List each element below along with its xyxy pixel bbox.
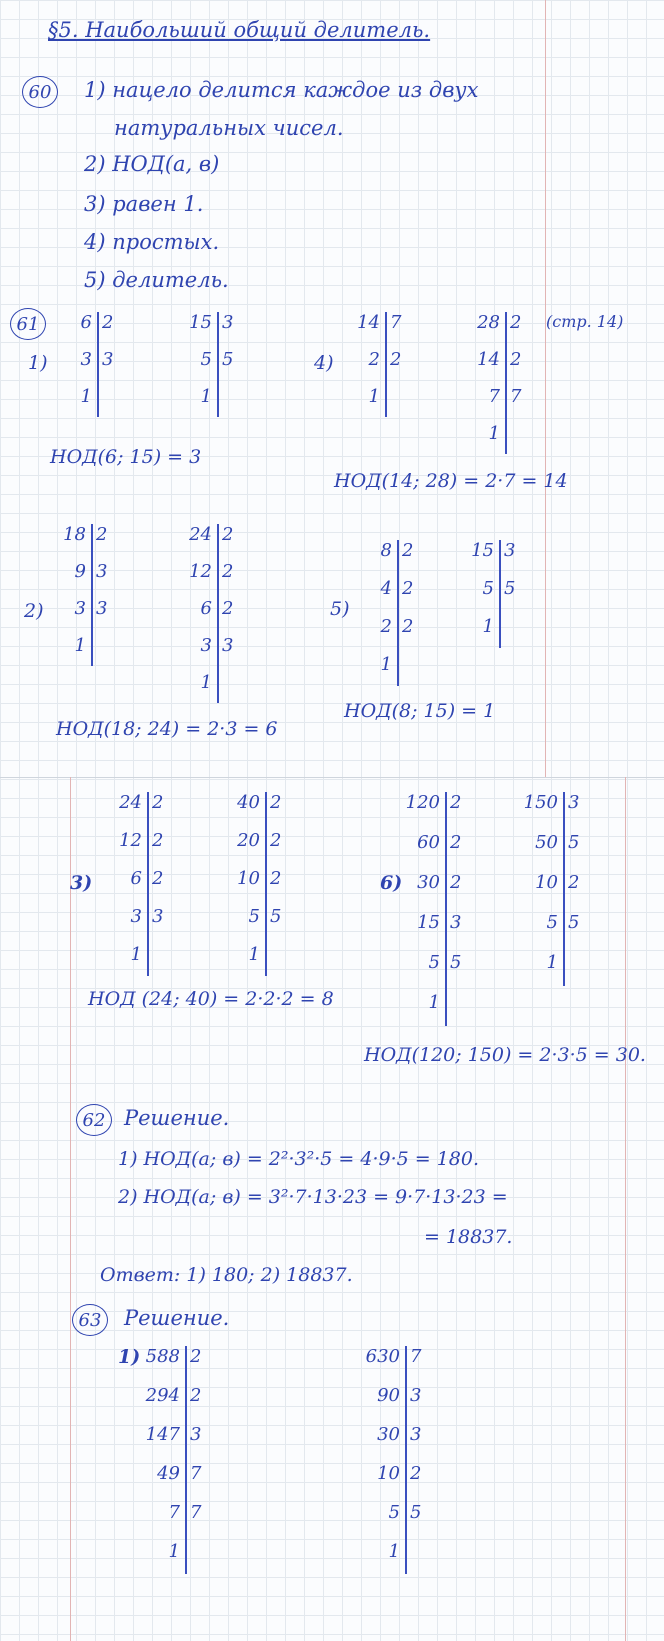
t588-dividend: 49 [157,1463,180,1484]
ex62-line-1: 1) НОД(a; в) = 2²·3²·5 = 4·9·5 = 180. [118,1148,480,1170]
t15b-divisor: 3 [504,540,516,561]
ex62-answer: Ответ: 1) 180; 2) 18837. [100,1264,353,1286]
t24b-divisor: 2 [152,868,164,889]
t24b-divisor: 2 [152,830,164,851]
t630-divisor: 3 [410,1424,422,1445]
ex61-page-ref: (стр. 14) [546,312,624,331]
t40-divisor: 2 [270,868,282,889]
ex61-label-2: 2) [24,600,44,622]
t150-dividend: 1 [546,952,558,973]
t120-dividend: 120 [405,792,440,813]
t40-dividend: 5 [248,906,260,927]
t120-dividend: 5 [428,952,440,973]
t24b-dividend: 3 [130,906,142,927]
t8-dividend: 2 [380,616,392,637]
t15b-dividend: 5 [482,578,494,599]
t24a-divider-line [217,524,219,703]
t15b-dividend: 15 [471,540,494,561]
t40-dividend: 40 [237,792,260,813]
t120-dividend: 1 [428,992,440,1013]
exercise-63-number: 63 [72,1304,108,1336]
exercise-60-number: 60 [22,76,58,108]
t24b-divisor: 2 [152,792,164,813]
t588-dividend: 294 [145,1385,180,1406]
ex61-label-5: 5) [330,598,350,620]
t588-divisor: 3 [190,1424,202,1445]
t15a-divisor: 5 [222,349,234,370]
t630-dividend: 1 [388,1541,400,1562]
t120-divisor: 2 [450,872,462,893]
t15a-dividend: 1 [200,386,212,407]
t630-divisor: 3 [410,1385,422,1406]
t120-divider-line [445,792,447,1026]
t14-divider-line [385,312,387,417]
t588-divisor: 2 [190,1346,202,1367]
t150-divisor: 2 [568,872,580,893]
ex63-heading: Решение. [124,1306,230,1330]
t150-dividend: 5 [546,912,558,933]
t150-divisor: 3 [568,792,580,813]
t120-dividend: 15 [417,912,440,933]
t24a-dividend: 6 [200,598,212,619]
t28-dividend: 28 [477,312,500,333]
t588-dividend: 147 [145,1424,180,1445]
t630-divider-line [405,1346,407,1574]
t6-divisor: 2 [102,312,114,333]
t120-dividend: 60 [417,832,440,853]
t8-divisor: 2 [402,616,414,637]
t588-divisor: 7 [190,1463,202,1484]
t40-dividend: 1 [248,944,260,965]
t24a-dividend: 3 [200,635,212,656]
t8-divisor: 2 [402,578,414,599]
ex60-item-2: 2) НОД(a, в) [84,152,220,176]
ex61-label-1: 1) [28,352,48,374]
t588-dividend: 7 [168,1502,180,1523]
t40-divider-line [265,792,267,976]
t150-divider-line [563,792,565,986]
t150-divisor: 5 [568,832,580,853]
t15a-dividend: 5 [200,349,212,370]
ex62-heading: Решение. [124,1106,230,1130]
t630-dividend: 90 [377,1385,400,1406]
t40-dividend: 20 [237,830,260,851]
ex63-label-1: 1) [118,1346,141,1368]
ex60-item-4: 4) простых. [84,230,220,254]
ex60-item-1-cont: натуральных чисел. [114,116,344,140]
t40-dividend: 10 [237,868,260,889]
t18-divider-line [91,524,93,666]
t28-divider-line [505,312,507,454]
ex60-item-1: 1) нацело делится каждое из двух [84,78,479,102]
t8-dividend: 8 [380,540,392,561]
exercise-61-number: 61 [10,308,46,340]
ex61-result-3: НОД (24; 40) = 2·2·2 = 8 [88,988,334,1010]
t28-divisor: 2 [510,349,522,370]
ex61-result-4: НОД(14; 28) = 2·7 = 14 [334,470,568,492]
t6-divisor: 3 [102,349,114,370]
t630-dividend: 30 [377,1424,400,1445]
t630-dividend: 10 [377,1463,400,1484]
ex61-result-6: НОД(120; 150) = 2·3·5 = 30. [364,1044,646,1066]
t120-divisor: 5 [450,952,462,973]
t14-divisor: 2 [390,349,402,370]
t630-dividend: 5 [388,1502,400,1523]
t18-dividend: 1 [74,635,86,656]
t588-dividend: 588 [145,1346,180,1367]
t24a-dividend: 24 [189,524,212,545]
ex62-line-2: 2) НОД(a; в) = 3²·7·13·23 = 9·7·13·23 = [118,1186,508,1208]
exercise-62-number: 62 [76,1104,112,1136]
page-title: §5. Наибольший общий делитель. [48,18,431,42]
t15b-divider-line [499,540,501,648]
page-join-line [0,777,664,778]
t28-divisor: 7 [510,386,522,407]
t18-dividend: 3 [74,598,86,619]
t24a-dividend: 12 [189,561,212,582]
t24b-dividend: 6 [130,868,142,889]
t18-dividend: 9 [74,561,86,582]
t630-dividend: 630 [365,1346,400,1367]
ex61-result-1: НОД(6; 15) = 3 [50,446,202,468]
t6-dividend: 3 [80,349,92,370]
page-margin-line-2 [625,777,626,1641]
ex60-item-5: 5) делитель. [84,268,229,292]
t28-dividend: 7 [488,386,500,407]
t24a-divisor: 2 [222,524,234,545]
t120-divisor: 3 [450,912,462,933]
t588-divisor: 7 [190,1502,202,1523]
t24a-dividend: 1 [200,672,212,693]
t18-divisor: 3 [96,561,108,582]
t14-divisor: 7 [390,312,402,333]
t28-dividend: 14 [477,349,500,370]
t6-dividend: 1 [80,386,92,407]
t24a-divisor: 2 [222,598,234,619]
t8-dividend: 4 [380,578,392,599]
t588-divider-line [185,1346,187,1574]
t150-dividend: 150 [523,792,558,813]
t14-dividend: 2 [368,349,380,370]
t18-divisor: 3 [96,598,108,619]
t120-divisor: 2 [450,832,462,853]
ex61-label-3: 3) [70,872,93,894]
t40-divisor: 2 [270,830,282,851]
t120-divisor: 2 [450,792,462,813]
t18-divisor: 2 [96,524,108,545]
t24b-dividend: 1 [130,944,142,965]
t15a-dividend: 15 [189,312,212,333]
t15b-dividend: 1 [482,616,494,637]
t24b-dividend: 24 [119,792,142,813]
ex61-label-6: 6) [380,872,403,894]
t588-dividend: 1 [168,1541,180,1562]
t24b-dividend: 12 [119,830,142,851]
t40-divisor: 2 [270,792,282,813]
ex61-result-2: НОД(18; 24) = 2·3 = 6 [56,718,278,740]
t8-divider-line [397,540,399,686]
ex61-label-4: 4) [314,352,334,374]
page-left-margin-line [70,777,71,1641]
t15b-divisor: 5 [504,578,516,599]
t40-divisor: 5 [270,906,282,927]
t24b-divider-line [147,792,149,976]
t6-dividend: 6 [80,312,92,333]
t24a-divisor: 3 [222,635,234,656]
t24a-divisor: 2 [222,561,234,582]
t14-dividend: 14 [357,312,380,333]
t15a-divisor: 3 [222,312,234,333]
t150-dividend: 50 [535,832,558,853]
ex61-result-5: НОД(8; 15) = 1 [344,700,496,722]
t120-dividend: 30 [417,872,440,893]
t630-divisor: 7 [410,1346,422,1367]
ex62-line-3: = 18837. [424,1226,513,1248]
t630-divisor: 5 [410,1502,422,1523]
t630-divisor: 2 [410,1463,422,1484]
t8-divisor: 2 [402,540,414,561]
t150-dividend: 10 [535,872,558,893]
page-margin-line [545,0,546,777]
t8-dividend: 1 [380,654,392,675]
t588-divisor: 2 [190,1385,202,1406]
t18-dividend: 18 [63,524,86,545]
t14-dividend: 1 [368,386,380,407]
t28-dividend: 1 [488,423,500,444]
t6-divider-line [97,312,99,417]
ex60-item-3: 3) равен 1. [84,192,204,216]
t15a-divider-line [217,312,219,417]
t24b-divisor: 3 [152,906,164,927]
t150-divisor: 5 [568,912,580,933]
t28-divisor: 2 [510,312,522,333]
